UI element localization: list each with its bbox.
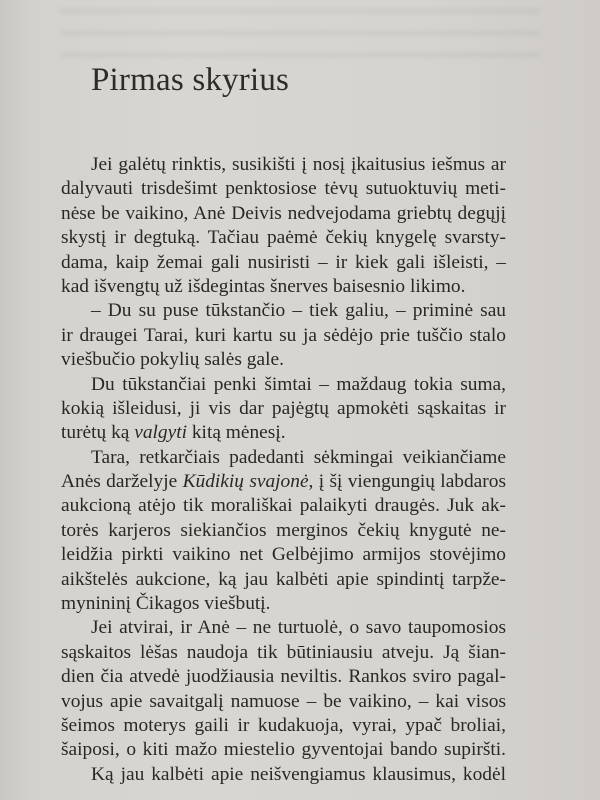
text-line: Du tūkstančiai penki šimtai – maždaug tokia suma, — [91, 373, 506, 395]
text-line-with-italic — [61, 421, 506, 445]
text-line: nėse be vaikino, Anė Deivis nedvejodama griebtų degųjį — [61, 202, 506, 224]
text-line: vojus apie savaitgalį namuose – be vaikino, – kai visos — [61, 690, 506, 712]
text-segment: , į šį viengungių labdaros — [308, 471, 506, 493]
text-line: Jei galėtų rinktis, susikišti į nosį įkaitusius iešmus ar — [91, 154, 506, 175]
text-line: šaiposi, o kiti mažo miestelio gyventojai bando supiršti. — [61, 739, 506, 761]
text-line: Ką jau kalbėti apie neišvengiamus klausimus, kodėl — [91, 763, 506, 785]
chapter-title: Pirmas skyrius — [91, 62, 290, 98]
text-segment: turėtų ką — [61, 422, 135, 444]
text-line: – Du su puse tūkstančio – tiek galiu, – priminė sau — [91, 300, 506, 322]
text-line: sąskaitos lėšas naudoja tik būtiniausiu atveju. Ją šian- — [61, 641, 506, 663]
text-line: aikštelės aukcione, ką jau kalbėti apie spindintį tarpže- — [61, 568, 506, 590]
text-line: viešbučio pokylių salės gale. — [61, 349, 284, 371]
text-line: aukcioną atėjo tik morališkai palaikyti draugės. Juk ak- — [61, 495, 506, 517]
text-line: torės karjeros siekiančios merginos čekių knygutė ne- — [61, 519, 506, 541]
text-line: dama, kaip žemai gali nusiristi – ir kiek gali išleisti, – — [61, 251, 506, 273]
text-line: Jei atvirai, ir Anė – ne turtuolė, o savo taupomosios — [91, 617, 506, 639]
text-segment: Anės darželyje — [61, 471, 183, 493]
text-line: dien čia atvedė juodžiausia neviltis. Rankos sviro pagal- — [61, 666, 506, 688]
text-line: mynininį Čikagos viešbutį. — [61, 593, 271, 615]
bleed-through-text — [60, 8, 540, 58]
text-line: šeimos moterys gaili ir kudakuoja, vyrai, ypač broliai, — [61, 714, 506, 736]
text-line-with-italic — [61, 470, 506, 494]
text-line: leidžia pirkti vaikino net Gelbėjimo armijos stovėjimo — [61, 544, 506, 566]
text-line: ir draugei Tarai, kuri kartu su ja sėdėjo prie tuščio stalo — [61, 324, 506, 346]
italic-title: Kūdikių svajonė — [182, 471, 309, 493]
text-line: kokią išleidusi, ji vis dar pajėgtų apmokėti sąskaitas ir — [61, 397, 506, 419]
text-line: kad išvengtų už išdegintas šnerves baisesnio likimo. — [61, 275, 466, 297]
text-line: skystį ir degtuką. Tačiau paėmė čekių knygelę svarsty- — [61, 227, 506, 249]
chapter-body — [61, 153, 506, 787]
italic-emphasis: valgyti — [134, 422, 188, 444]
text-line: Tara, retkarčiais padedanti sėkmingai veikiančiame — [91, 446, 506, 468]
text-segment: kitą mėnesį. — [187, 422, 286, 444]
text-line: dalyvauti trisdešimt penktosiose tėvų sutuoktuvių meti- — [61, 178, 506, 200]
